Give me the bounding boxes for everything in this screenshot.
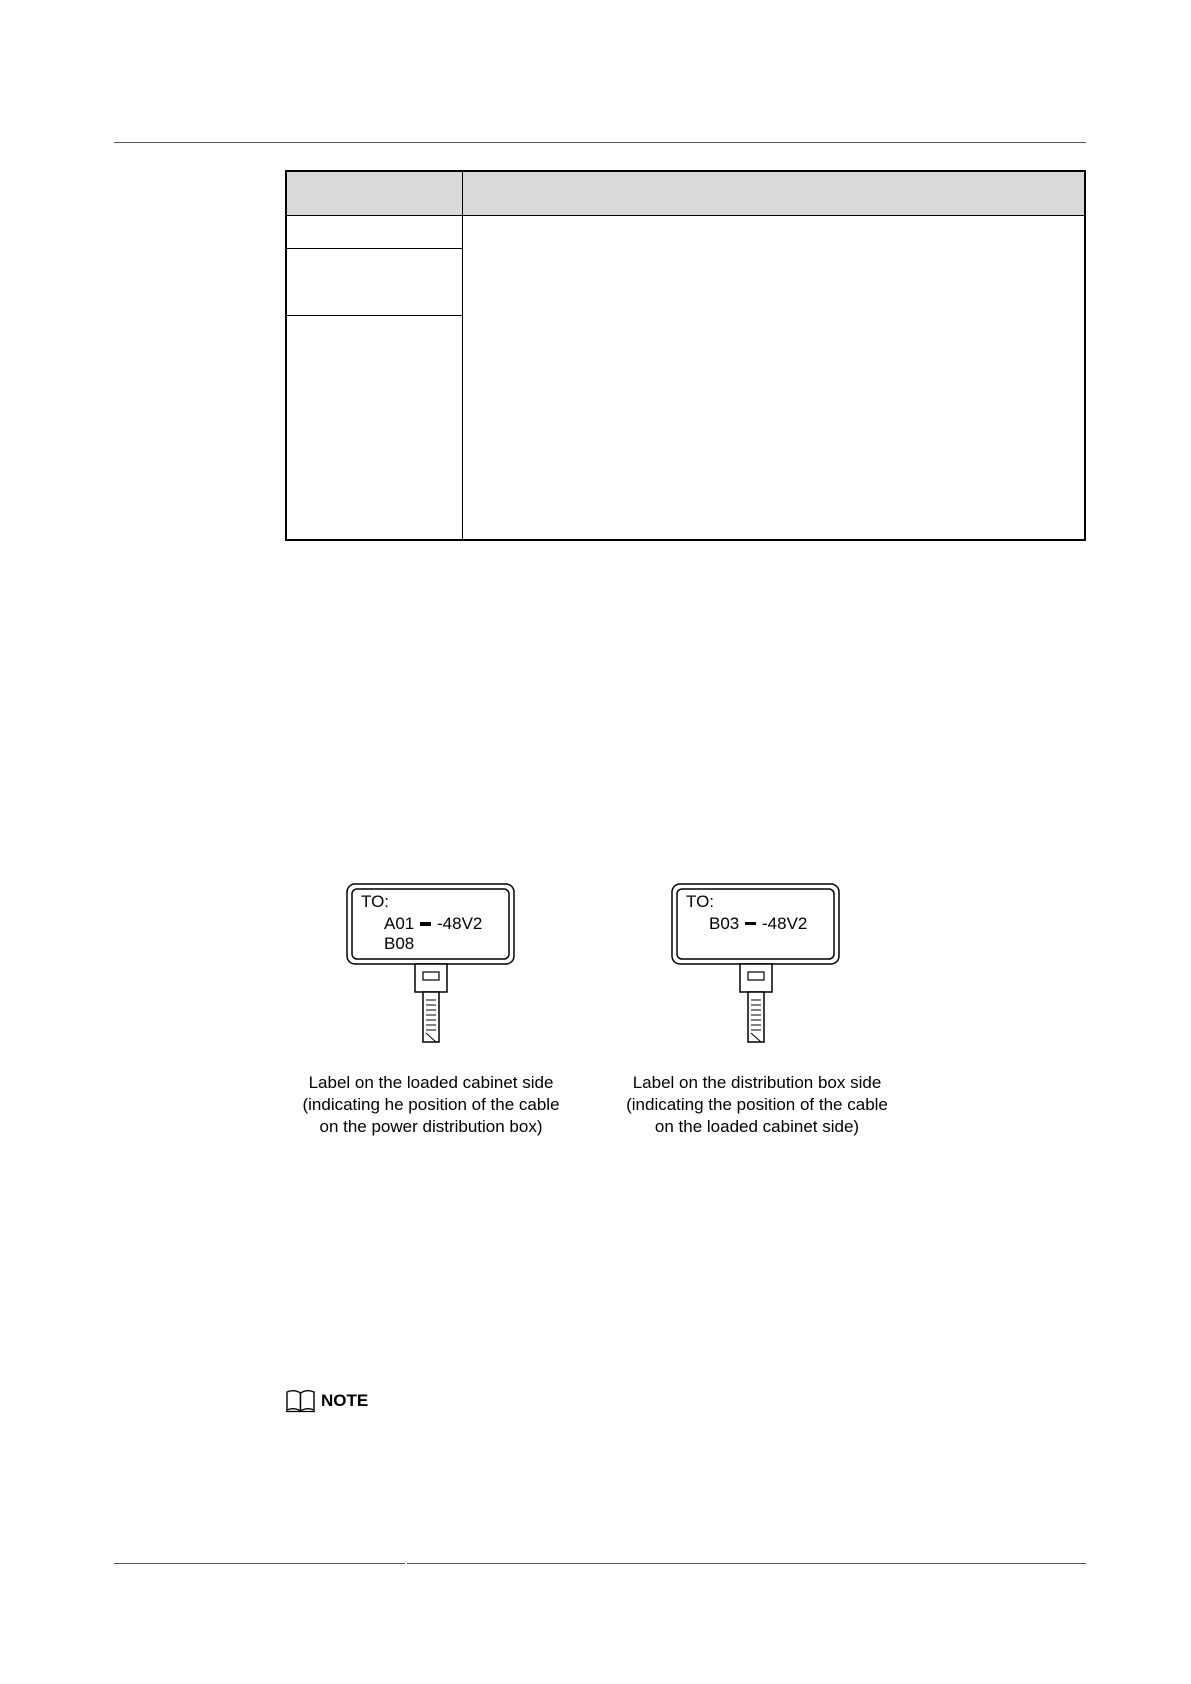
note-heading <box>285 1389 368 1413</box>
caption-line: (indicating he position of the cable <box>302 1095 560 1114</box>
table-cell <box>287 249 462 261</box>
table-header-cell-2 <box>463 172 483 184</box>
caption-line: on the power distribution box) <box>319 1117 543 1136</box>
tag-line-source: B03 <box>709 914 740 933</box>
caption-line: Label on the loaded cabinet side <box>308 1073 554 1092</box>
tag-line-voltage: -48V2 <box>762 914 808 933</box>
footer-rule <box>114 1563 405 1564</box>
caption-line: on the loaded cabinet side) <box>654 1117 860 1136</box>
table-header-row <box>287 172 1084 216</box>
tag-line-position: B08 <box>384 934 415 953</box>
label-caption <box>597 1072 917 1138</box>
footer-rule <box>407 1563 1086 1564</box>
dash-mark <box>419 920 433 928</box>
book-icon <box>285 1389 317 1413</box>
tag-line-source: A01 <box>384 914 415 933</box>
note-label: NOTE <box>321 1391 369 1410</box>
table-header-cell-1 <box>287 172 462 184</box>
caption-line: Label on the distribution box side <box>632 1073 882 1092</box>
tag-line-to: TO: <box>361 892 390 911</box>
header-rule <box>114 142 1086 143</box>
dash-mark <box>744 920 758 928</box>
table-cell <box>463 216 483 228</box>
table-cell <box>287 216 462 228</box>
spec-table <box>285 170 1086 541</box>
label-caption <box>271 1072 591 1138</box>
tag-line-to: TO: <box>686 892 715 911</box>
tag-line-voltage: -48V2 <box>437 914 483 933</box>
caption-line: (indicating the position of the cable <box>626 1095 888 1114</box>
table-cell <box>287 316 462 328</box>
